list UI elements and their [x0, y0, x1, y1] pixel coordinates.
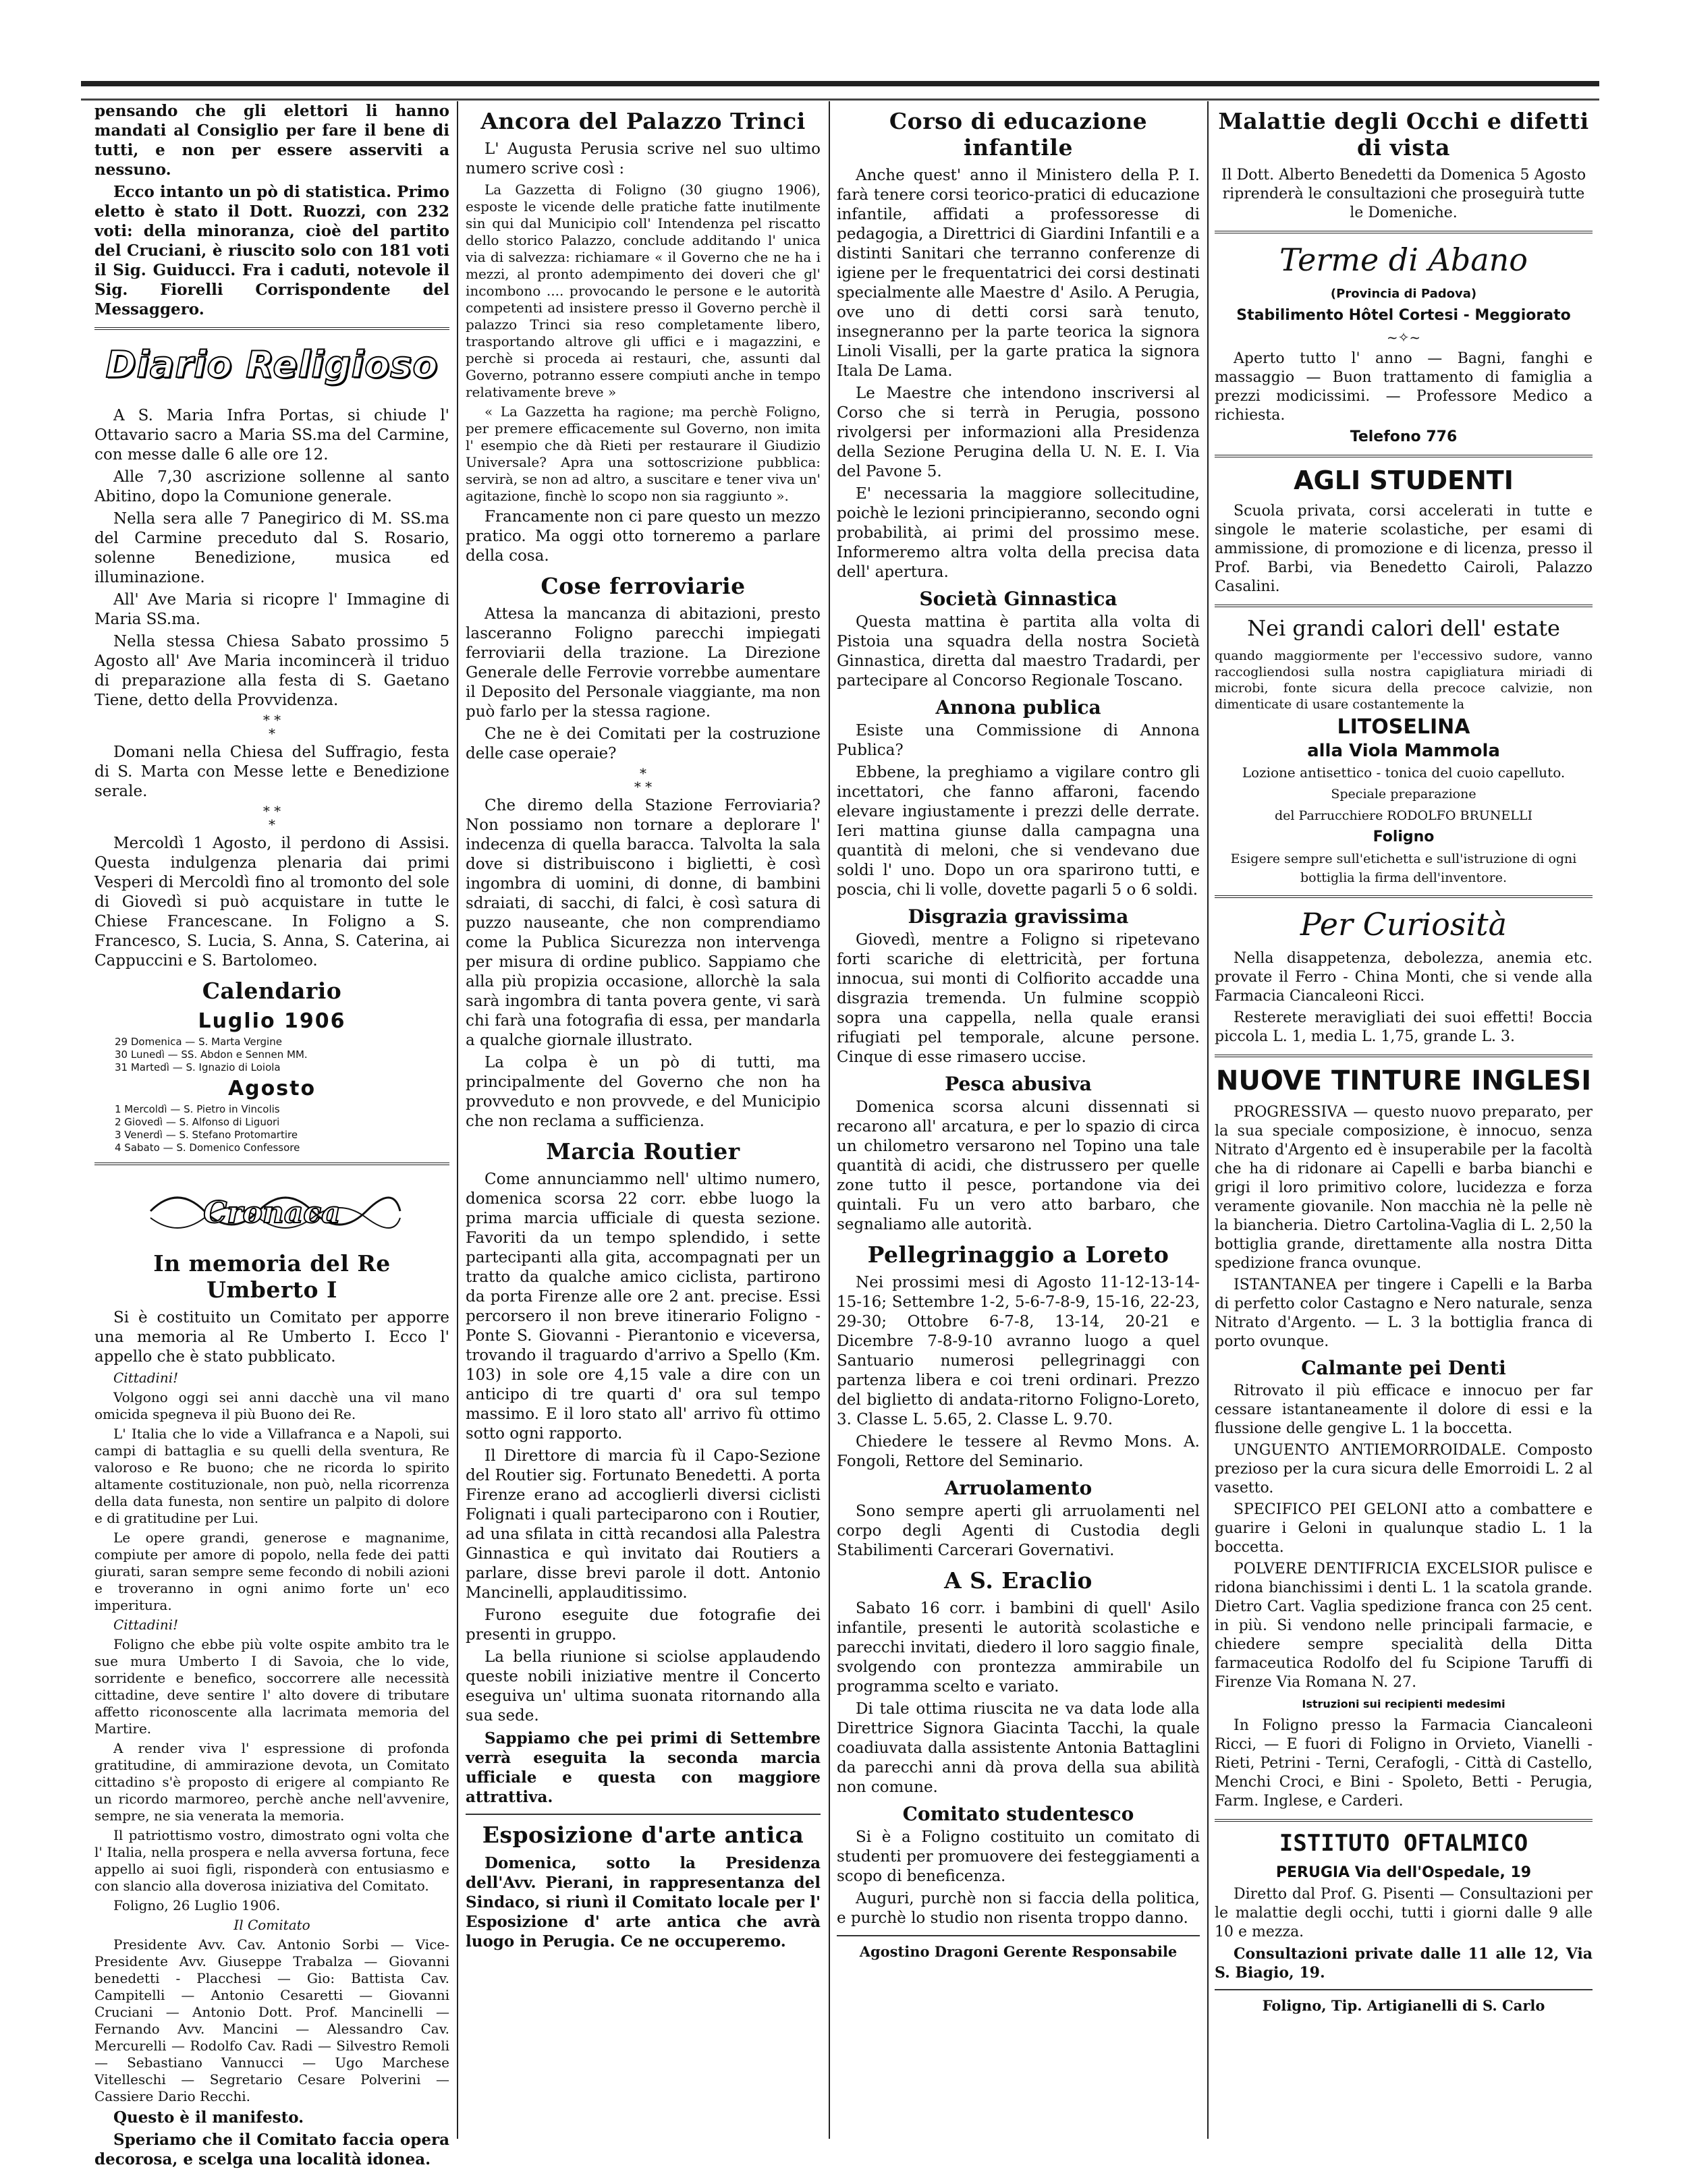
studentesco-paragraph: Si è a Foligno costituito un comitato di studenti per promuovere dei festeggiamenti a scopo di beneficenza.: [837, 1828, 1200, 1885]
column-divider: [829, 101, 830, 2139]
diario-paragraph: Nella sera alle 7 Panegirico di M. SS.ma del Carmine preceduto dal S. Rosario, solenne Benedizione, musica ed illuminazione.: [94, 510, 449, 586]
loreto-heading: Pellegrinaggio a Loreto: [867, 1241, 1169, 1268]
diario-paragraph: All' Ave Maria si ricopre l' Immagine di Maria SS.ma.: [94, 591, 449, 628]
arruolamento-heading: Arruolamento: [944, 1477, 1093, 1499]
cronaca-text: Cronaca: [203, 1196, 341, 1230]
abano-heading: Terme di Abano: [1279, 242, 1528, 278]
calendar-item: 1 Mercoldì — S. Pietro in Vincolis: [115, 1103, 280, 1115]
esposizione-heading: Esposizione d'arte antica: [482, 1822, 804, 1848]
closing-line: Speriamo che il Comitato faccia opera decorosa, e scelga una località idonea.: [94, 2131, 449, 2168]
ferroviarie-paragraph: Attesa la mancanza di abitazioni, presto lasceranno Foligno parecchi impiegati ferroviarii della trazione. La Direzione Generale delle Ferrovie vorrebbe aumentare il Deposito del Personale viaggiante, ma non può farlo per la stessa ragione.: [466, 605, 821, 721]
cittadini-label: Cittadini!: [113, 1370, 179, 1386]
studenti-text: Scuola privata, corsi accelerati in tutte e singole le materie scolastiche, per esami di ammissione, di promozione e di licenza, presso il Prof. Barbi, via Benedetto Cairoli, Palazzo Casalini.: [1215, 503, 1593, 595]
tipografia-line: Foligno, Tip. Artigianelli di S. Carlo: [1262, 1997, 1545, 2014]
studentesco-paragraph: Auguri, purchè non si faccia della politica, e purchè lo studio non risenta troppo danno.: [837, 1890, 1200, 1927]
section-divider: [94, 1163, 449, 1165]
istantanea-text: ISTANTANEA per tingere i Capelli e la Barba di perfetto color Castagno e Nero naturale, senza Nitrato d'Argento. — L. 3 la bottiglia franca di porto ovunque.: [1215, 1277, 1593, 1350]
brunelli-text: del Parrucchiere RODOLFO BRUNELLI: [1274, 808, 1532, 823]
ginnastica-paragraph: Questa mattina è partita alla volta di Pistoia una squadra della nostra Società Ginnastica, diretta dal maestro Tradardi, per partecipare al Concorso Regionale Toscano.: [837, 613, 1200, 690]
abano-telefono: Telefono 776: [1350, 428, 1458, 445]
section-divider: [1215, 1819, 1593, 1822]
comitato-members: Presidente Avv. Cav. Antonio Sorbi — Vice-Presidente Avv. Giuseppe Trabalza — Giovanni benedetti - Placchesi — Gio: Battista Cav. Campitelli — Antonio Cesaretti — Giovanni Cruciani — Antonio Dott. Prof. Mancinelli — Fernando Avv. Mancini — Alessandro Cav. Mercurelli — Rodolfo Cav. Radi — Silvestro Remoli — Sebastiano Vannucci — Ugo Marchese Vitelleschi — Segretario Cesare Polverini — Cassiere Dario Recchi.: [94, 1936, 449, 2104]
column-3: [837, 101, 1200, 2139]
appeal-paragraph: A render viva l' espressione di profonda gratitudine, di ammirazione devota, un Comitato cittadino s'è proposto di erigere al compianto Re un ricordo marmoreo, perchè anche nell'avvenire, sempre, ne sia venerata la memoria.: [94, 1740, 449, 1824]
calendar-list-agosto: [115, 1103, 449, 1154]
ornament-icon: ~✧~: [1386, 329, 1421, 345]
litoselina-name: LITOSELINA: [1337, 715, 1470, 739]
calendar-item: 2 Giovedì — S. Alfonso di Liguori: [115, 1116, 280, 1128]
luglio-heading: Luglio 1906: [198, 1009, 346, 1033]
section-divider: [466, 1814, 821, 1815]
column-2: [466, 101, 821, 2139]
occhi-text: Il Dott. Alberto Benedetti da Domenica 5 Agosto riprenderà le consultazioni che proseguirà tutte le Domeniche.: [1221, 167, 1586, 221]
viola-mammola: alla Viola Mammola: [1307, 741, 1500, 761]
corso-paragraph: Anche quest' anno il Ministero della P. I. farà tenere corsi teorico-pratici di educazione infantile, affidati a professoresse di pedagogia, a Direttrici di Giardini Infantili e a distinti Sanitari che terranno conferenze di igiene per le frequentatrici dei corsi destinati specialmente alle Maestre d' Asilo. A Perugia, ove uno di detti corsi sarà tenuto, insegneranno per la parte teorica la signora Linoli Visalli, per la garte pratica la signora Itala De Lama.: [837, 167, 1200, 380]
appeal-paragraph: Il patriottismo vostro, dimostrato ogni volta che l' Italia, nella prospera e nella avversa fortuna, fece appello ai suoi figli, risponderà con entusiasmo e con slancio alla doverosa iniziativa del Comitato.: [94, 1827, 449, 1894]
intro-paragraph: pensando che gli elettori li hanno mandati al Consiglio per fare il bene di tutti, e non per essere asserviti a nessuno.: [94, 102, 449, 179]
cittadini-label: Cittadini!: [113, 1617, 179, 1633]
arruolamento-paragraph: Sono sempre aperti gli arruolamenti nel corpo degli Agenti di Custodia degli Stabilimenti Carcerari Governativi.: [837, 1503, 1200, 1559]
column-divider: [457, 101, 458, 2139]
calendar-item: 29 Domenica — S. Marta Vergine: [115, 1036, 282, 1048]
appeal-date: Foligno, 26 Luglio 1906.: [113, 1897, 281, 1913]
istituto-address: PERUGIA Via dell'Ospedale, 19: [1275, 1864, 1532, 1881]
curiosita-text: Nella disappetenza, debolezza, anemia etc. provate il Ferro - China Monti, che si vende alla Farmacia Ciancaleoni Ricci.: [1215, 950, 1593, 1005]
istruzioni-text: Istruzioni sui recipienti medesimi: [1302, 1698, 1505, 1710]
umberto-heading: In memoria del Re Umberto I: [153, 1250, 391, 1303]
asterism-separator: * * *: [262, 803, 281, 833]
abano-subtitle: (Provincia di Padova): [1330, 287, 1477, 301]
calori-heading: Nei grandi calori dell' estate: [1247, 615, 1560, 641]
istituto-heading: ISTITUTO OFTALMICO: [1279, 1830, 1528, 1857]
agosto-heading: Agosto: [227, 1077, 316, 1100]
section-divider: [1215, 1055, 1593, 1057]
calori-text: quando maggiormente per l'eccessivo sudore, vanno raccogliendosi sulla nostra capigliatura miriadi di microbi, fonte sicura della precoce calvizie, non dimenticate di usare costantemente la: [1215, 648, 1593, 712]
disgrazia-heading: Disgrazia gravissima: [908, 905, 1129, 928]
gerente-line: Agostino Dragoni Gerente Responsabile: [859, 1943, 1178, 1960]
asterism-separator: * * *: [634, 765, 653, 795]
appeal-paragraph: L' Italia che lo vide a Villafranca e a Napoli, sui campi di battaglia e su quelli della sventura, Re valoroso e Re buono; che ne ricorda lo spirito altamente costituzionale, non può, nella ricorrenza della data funesta, non sentire un palpito di dolore e di gratitudine per Lui.: [94, 1426, 449, 1526]
asterism-separator: * * *: [262, 712, 281, 741]
section-divider: [94, 327, 449, 330]
curiosita-heading: Per Curiosità: [1300, 906, 1508, 943]
umberto-intro: Si è costituito un Comitato per apporre una memoria al Re Umberto I. Ecco l' appello che è stato pubblicato.: [94, 1309, 449, 1366]
trinci-heading: Ancora del Palazzo Trinci: [480, 108, 806, 134]
stazione-paragraph: La colpa è un pò di tutti, ma principalmente del Governo che non ha provveduto e non provvede, e del Municipio che non reclama a sufficienza.: [466, 1054, 821, 1130]
corso-paragraph: Le Maestre che intendono inscriversi al Corso che si terrà in Perugia, possono rivolgersi per informazioni alla Presidenza della Sezione Perugina della U. N. E. I. Via del Pavone 5.: [837, 385, 1200, 480]
comitato-label: Il Comitato: [233, 1917, 310, 1933]
column-1: [94, 101, 449, 2168]
routier-paragraph: Come annunciammo nell' ultimo numero, domenica scorsa 22 corr. ebbe luogo la prima marcia ufficiale di questa sezione. Favoriti da un tempo splendido, i sette partecipanti alla gita, accompagnati per un tratto da qualche amico ciclista, partirono da porta Firenze alle ore 2 ant. precise. Essi percorsero il non breve itinerario Foligno - Ponte S. Giovanni - Pierantonio e viceversa, trovando il traguardo d'arrivo a Spello (Km. 103) in sole ore 4,15 vale a dire con un anticipo di tre quarti d' ora sul tempo massimo. E il loro stato all' arrivo fù ottimo sotto ogni rapporto.: [466, 1171, 821, 1443]
diario-paragraph: Alle 7,30 ascrizione sollenne al santo Abitino, dopo la Comunione generale.: [94, 468, 449, 505]
studentesco-heading: Comitato studentesco: [902, 1803, 1134, 1825]
istituto-private: Consultazioni private dalle 11 alle 12, Via S. Biagio, 19.: [1215, 1945, 1593, 1982]
loreto-paragraph: Chiedere le tessere al Revmo Mons. A. Fongoli, Rettore del Seminario.: [837, 1433, 1200, 1470]
unguento-text: UNGUENTO ANTIEMORROIDALE. Composto prezioso per la cura sicura delle Emorroidi L. 2 al vasetto.: [1215, 1442, 1593, 1496]
esposizione-paragraph: Domenica, sotto la Presidenza dell'Avv. Pierani, in rappresentanza del Sindaco, si riunì il Comitato locale per l' Esposizione d' arte antica che avrà luogo in Perugia. Ce ne occuperemo.: [466, 1854, 821, 1951]
pesca-heading: Pesca abusiva: [945, 1073, 1092, 1095]
intro-paragraph: Ecco intanto un pò di statistica. Primo eletto è stato il Dott. Ruozzi, con 232 voti: della minoranza, cioè del partito del Cruciani, è riuscito solo con 181 voti il Sig. Guiducci. Fra i caduti, notevole il Sig. Fiorelli Corrispondente del Messaggero.: [94, 183, 449, 318]
diario-religioso-heading: Diario Religioso: [105, 343, 439, 386]
corso-paragraph: E' necessaria la maggiore sollecitudine, poichè le lezioni principieranno, secondo ogni probabilità, ai primi del prossimo mese. Informeremo altra volta della precisa data dell' apertura.: [837, 485, 1200, 581]
ferroviarie-paragraph: Che ne è dei Comitati per la costruzione delle case operaie?: [466, 725, 821, 762]
routier-paragraph: Furono eseguite due fotografie dei presenti in gruppo.: [466, 1606, 821, 1644]
suffragio-paragraph: Domani nella Chiesa del Suffragio, festa di S. Marta con Messe lette e Benedizione serale.: [94, 744, 449, 800]
polvere-text: POLVERE DENTIFRICIA EXCELSIOR pulisce e ridona bianchissimi i denti L. 1 la scatola grande. Dietro Cart. Vaglia spedizione franca con 25 cent. in più. Si vendono nelle principali farmacie, e chiedere sempre specialità della Ditta farmaceutica Rodolfo del fu Scipione Taruffi di Firenze Via Romana N. 27.: [1215, 1561, 1593, 1691]
calendar-item: 30 Lunedì — SS. Abdon e Sennen MM.: [115, 1048, 308, 1061]
diario-paragraph: Nella stessa Chiesa Sabato prossimo 5 Agosto all' Ave Maria incomincerà il triduo di preparazione alla festa di S. Gaetano Tiene, detto della Provvidenza.: [94, 633, 449, 709]
trinci-intro: L' Augusta Perusia scrive nel suo ultimo numero scrive così :: [466, 140, 821, 177]
top-rule: [81, 81, 1599, 101]
ferroviarie-heading: Cose ferroviarie: [541, 573, 746, 599]
eraclio-paragraph: Sabato 16 corr. i bambini di quell' Asilo infantile, presenti le autorità scolastiche e parecchi invitati, diedero il loro saggio finale, svolgendo con prontezza ammirabile un programma scelto e variato.: [837, 1600, 1200, 1696]
speciale-text: Speciale preparazione: [1331, 787, 1476, 802]
appeal-paragraph: Volgono oggi sei anni dacchè una vil mano omicida spegneva il più Buono dei Re.: [94, 1389, 449, 1422]
vendita-text: In Foligno presso la Farmacia Ciancaleoni Ricci, — E fuori di Foligno in Orvieto, Vianelli - Rieti, Petrini - Terni, Cerafogli, - Città di Castello, Menchi Croci, e Bini - Spoleto, Betti - Perugia, Farm. Inglese, e Carderi.: [1215, 1717, 1593, 1810]
trinci-end: Francamente non ci pare questo un mezzo pratico. Ma oggi otto torneremo a parlare della cosa.: [466, 508, 821, 565]
lozione-text: Lozione antisettico - tonica del cuoio capelluto.: [1242, 764, 1566, 781]
eraclio-heading: A S. Eraclio: [944, 1567, 1093, 1594]
appeal-paragraph: Le opere grandi, generose e magnanime, compiute per amore di popolo, nella fede dei patti giurati, saran sempre seme fecondo di nobili azioni e troveranno in ogni animo forte un' eco imperitura.: [94, 1530, 449, 1613]
annona-heading: Annona publica: [935, 696, 1101, 719]
calendar-item: 4 Sabato — S. Domenico Confessore: [115, 1142, 300, 1154]
section-divider: [1215, 895, 1593, 898]
specifico-text: SPECIFICO PEI GELONI atto a combattere e guarire i Geloni in qualunque stadio L. 1 la boccetta.: [1215, 1501, 1593, 1556]
disgrazia-paragraph: Giovedì, mentre a Foligno si ripetevano forti scariche di elettricità, per fortuna innocua, sui monti di Colfiorito accadde una disgrazia tremenda. Un fulmine scoppiò sopra una cappella, nella quale eransi rifugiati pel temporale, alcune persone. Cinque di esse rimasero uccise.: [837, 931, 1200, 1066]
annona-paragraph: Esiste una Commissione di Annona Publica?: [837, 722, 1200, 759]
calendario-heading: Calendario: [202, 978, 342, 1004]
cronaca-ornament-icon: [137, 1181, 407, 1241]
esigere-text: Esigere sempre sull'etichetta e sull'istruzione di ogni bottiglia la firma dell'inventore.: [1230, 851, 1577, 885]
routier-paragraph: La bella riunione si sciolse applaudendo queste nobili iniziative mentre il Concerto eseguiva un' ultima suonata ritornando alla sua sede.: [466, 1648, 821, 1725]
calmante-text: Ritrovato il più efficace e innocuo per far cessare istantaneamente il dolore di essi e la flussione delle gengive L. 1 la boccetta.: [1215, 1382, 1593, 1437]
istituto-text: Diretto dal Prof. G. Pisenti — Consultazioni per le malattie degli occhi, tutti i giorni dalle 9 alle 10 e mezza.: [1215, 1886, 1593, 1940]
occhi-heading: Malattie degli Occhi e difetti di vista: [1218, 108, 1589, 161]
section-divider: [1215, 455, 1593, 457]
routier-heading: Marcia Routier: [546, 1138, 740, 1165]
calendar-item: 3 Venerdì — S. Stefano Protomartire: [115, 1129, 298, 1141]
column-4-ads: [1215, 101, 1593, 2139]
calendar-item: 31 Martedì — S. Ignazio di Loiola: [115, 1061, 281, 1073]
loreto-paragraph: Nei prossimi mesi di Agosto 11-12-13-14-15-16; Settembre 1-2, 5-6-7-8-9, 15-16, 22-23, 29-30; Ottobre 6-7-8, 13-14, 20-21 e Dicembre 7-8-9-10 avranno luogo a quel Santuario numerosi pellegrinaggi con partenza libera e coi treni ordinari. Prezzo del biglietto di andata-ritorno Foligno-Loreto, 3. Classe L. 5.65, 2. Classe L. 9.70.: [837, 1274, 1200, 1428]
trinci-quote: La Gazzetta di Foligno (30 giugno 1906), esposte le vicende delle pratiche fatte inutilmente sin qui dal Municipio coll' Intendenza pel riscatto dello storico Palazzo, conclude additando l' unica via di salvezza: richiamare « il Governo che ne ha i mezzi, al pronto adempimento dei doveri che gl' incombono .... provocando le persone e le autorità competenti ad insistere presso il Governo perchè il palazzo Trinci sia reso completamente libero, trasportando altrove gli uffici e i magazzini, e perchè si proceda ai restauri, che, assunti dal Governo, potranno essere compiuti anche in tempo relativamente breve »: [466, 181, 821, 400]
cronaca-heading: [94, 1179, 449, 1243]
calendar-list-luglio: [115, 1036, 449, 1074]
column-divider: [1207, 101, 1209, 2139]
section-divider: [1215, 605, 1593, 607]
pesca-paragraph: Domenica scorsa alcuni dissennati si recarono all' arcatura, e per lo spazio di circa un chilometro versarono nel Topino una tale quantità di acidi, che distrussero per quelle zone tutto il pesce, portandone via dei quintali. Fu un vero atto barbaro, che segnaliamo alle autorità.: [837, 1098, 1200, 1233]
abano-stabilimento: Stabilimento Hôtel Cortesi - Meggiorato: [1236, 307, 1571, 324]
ginnastica-heading: Società Ginnastica: [919, 588, 1117, 610]
foligno-text: Foligno: [1373, 829, 1435, 845]
corso-heading: Corso di educazione infantile: [889, 108, 1148, 161]
studenti-heading: AGLI STUDENTI: [1294, 466, 1514, 495]
diario-paragraph: A S. Maria Infra Portas, si chiude l' Ottavario sacro a Maria SS.ma del Carmine, con messe dalle 6 alle ore 12.: [94, 407, 449, 464]
section-divider: [1215, 231, 1593, 233]
annona-paragraph: Ebbene, la preghiamo a vigilare contro gli incettatori, che fanno affaroni, facendo elevare ingiustamente i prezzi delle derrate. Ieri mattina giunse dalla campagna una quantità di meloni, che si vendevano due soldi l' uno. Dopo un ora sparirono tutti, e poscia, chi li volle, dovette pagarli 5 o 6 soldi.: [837, 764, 1200, 899]
stazione-paragraph: Che diremo della Stazione Ferroviaria? Non possiamo non tornare a deplorare l' indecenza di quella baracca. Talvolta la sala dove si distribuiscono i biglietti, è così ingombra di uomini, di donne, di bambini sdraiati, di sacchi, di falci, è così satura di puzzo nauseante, che non comprendiamo come la Publica Sicurezza non intervenga per misura di ordine publico. Sappiamo che alla più propizia occasione, allorchè la sala sarà ingombra di tanta povera gente, vi sarà chi farà una fotografia di essa, per mandarla a qualche giornale illustrato.: [466, 797, 821, 1049]
routier-paragraph: Il Direttore di marcia fù il Capo-Sezione del Routier sig. Fortunato Benedetti. A porta Firenze erano ad accoglierli diversi ciclisti Folignati i quali parteciparono con i Routier, ad una sfilata in città recandosi alla Palestra Ginnastica e quì invitato dai Routiers a parlare, disse brevi parole il dott. Antonio Mancinelli, applauditissimo.: [466, 1447, 821, 1602]
trinci-quote: « La Gazzetta ha ragione; ma perchè Foligno, per premere efficacemente sul Governo, non imita l' esempio che dà Rieti per restaurare il Giudizio Universale? Apra una sottoscrizione pubblica: servirà, se non ad altro, a suscitare e tener viva un' agitazione, finchè lo scopo non sia raggiunto ».: [466, 403, 821, 504]
manifesto-line: Questo è il manifesto.: [113, 2108, 304, 2127]
abano-text: Aperto tutto l' anno — Bagni, fanghi e massaggio — Buon trattamento di famiglia a prezzi modicissimi. — Professore Medico a richiesta.: [1215, 350, 1593, 424]
routier-paragraph: Sappiamo che pei primi di Settembre verrà eseguita la seconda marcia ufficiale e questa con maggiore attrattiva.: [466, 1729, 821, 1806]
tinture-heading: NUOVE TINTURE INGLESI: [1215, 1065, 1592, 1096]
section-divider: [1215, 1989, 1593, 1990]
appeal-paragraph: Foligno che ebbe più volte ospite ambito tra le sue mura Umberto I di Savoia, che lo vide, sorridente e benefico, soccorrere alle necessità cittadine, deve sentire l' alto dovere di tributare affetto riconoscente alla lacrimata memoria del Martire.: [94, 1636, 449, 1737]
resterete-text: Resterete meravigliati dei suoi effetti! Boccia piccola L. 1, media L. 1,75, grande L. 3.: [1215, 1009, 1593, 1045]
calmante-heading: Calmante pei Denti: [1301, 1357, 1506, 1379]
assisi-paragraph: Mercoldì 1 Agosto, il perdono di Assisi. Questa indulgenza plenaria dai primi Vesperi di Mercoldì fino al tromonto del sole di Giovedì si può acquistare in tutte le Chiese Francescane. In Foligno a S. Francesco, S. Lucia, S. Anna, S. Caterina, ai Cappuccini e S. Bartolomeo.: [94, 835, 449, 970]
progressiva-text: PROGRESSIVA — questo nuovo preparato, per la sua speciale composizione, è innocuo, senza Nitrato d'Argento ed è insuperabile per la facoltà che ha di ridonare ai Capelli e barba bianchi e grigi il loro primitivo colore, lucidezza e forza veramente giovanile. Non macchia nè la pelle nè la biancheria. Dietro Cartolina-Vaglia di L. 2,50 la bottiglia grande, direttamente alla nostra Ditta spedizione franca ovunque.: [1215, 1104, 1593, 1272]
section-divider: [837, 1935, 1200, 1936]
eraclio-paragraph: Di tale ottima riuscita ne va data lode alla Direttrice Signora Giacinta Tacchi, la quale coadiuvata dalla assistente Antonia Battaglini da parecchi anni dà prova della sua abilità non comune.: [837, 1700, 1200, 1796]
